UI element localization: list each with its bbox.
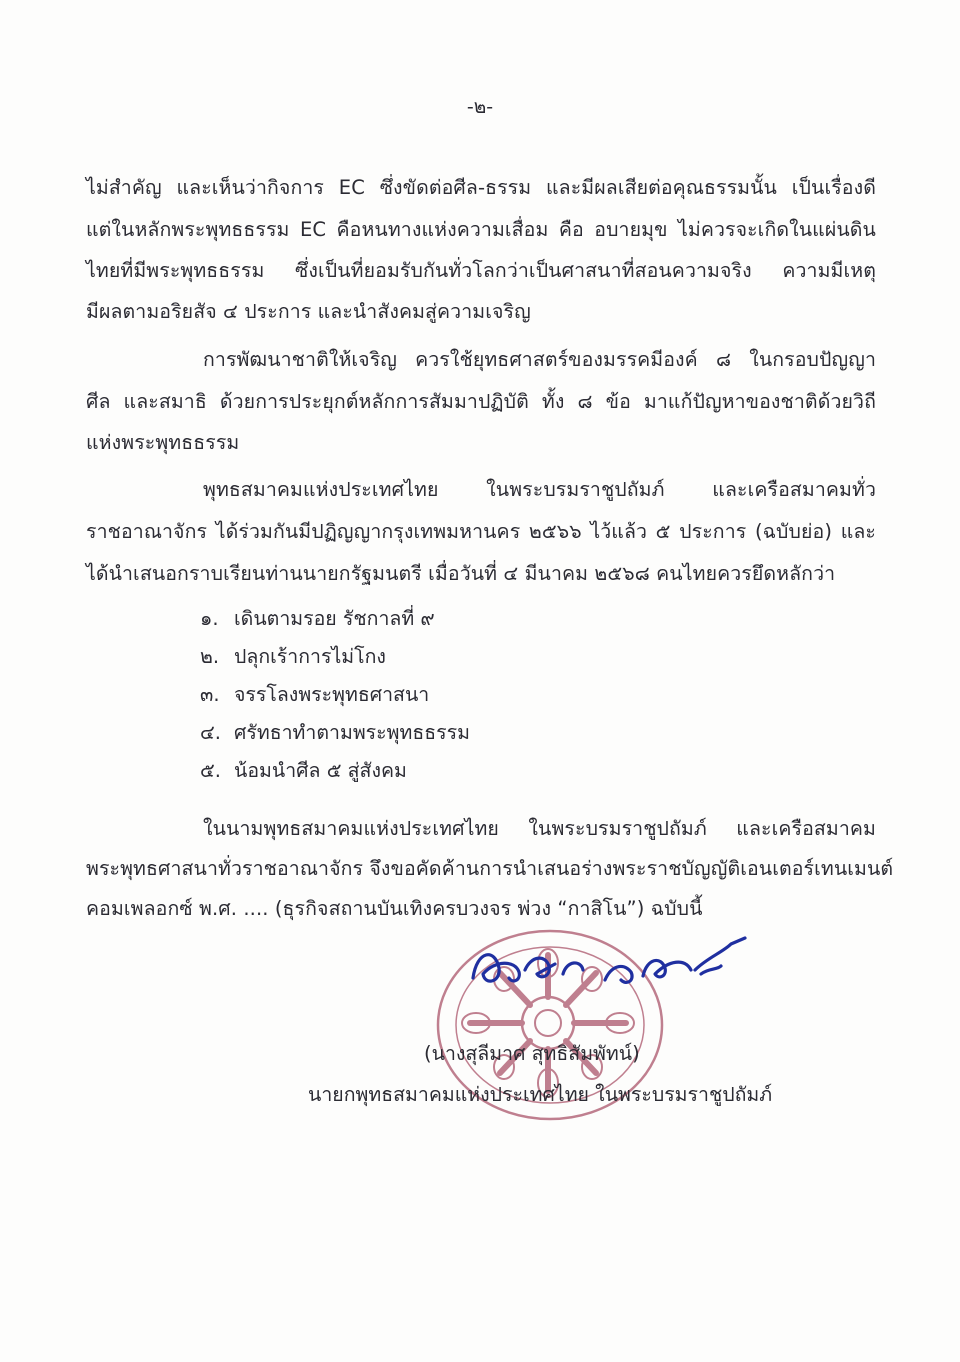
page-number: -๒- — [466, 96, 494, 118]
principle-number: ๒. — [200, 645, 220, 668]
principle-text: น้อมนำศีล ๕ สู่สังคม — [234, 759, 407, 782]
principle-item — [200, 757, 407, 785]
principle-number: ๔. — [200, 721, 221, 744]
principle-item — [200, 643, 386, 671]
principle-item — [200, 681, 429, 709]
paragraph-1-line-3: ไทยที่มีพระพุทธธรรม ซึ่งเป็นที่ยอมรับกันทั่วโลกว่าเป็นศาสนาที่สอนความจริง ความมีเหตุ — [86, 259, 876, 282]
principle-number: ๕. — [200, 759, 221, 782]
principle-text: เดินตามรอย รัชกาลที่ ๙ — [234, 607, 435, 630]
paragraph-3-line-2: ราชอาณาจักร ได้ร่วมกันมีปฏิญญากรุงเทพมหานคร ๒๕๖๖ ไว้แล้ว ๕ ประการ (ฉบับย่อ) และ — [86, 520, 876, 543]
principle-text: ปลุกเร้าการไม่โกง — [234, 645, 386, 668]
principle-item — [200, 605, 435, 633]
paragraph-4-line-1: ในนามพุทธสมาคมแห่งประเทศไทย ในพระบรมราชูปถัมภ์ และเครือสมาคม — [203, 817, 876, 840]
signer-title: นายกพุทธสมาคมแห่งประเทศไทย ในพระบรมราชูปถัมภ์ — [308, 1083, 773, 1106]
paragraph-1-line-4: มีผลตามอริยสัจ ๔ ประการ และนำสังคมสู่ความเจริญ — [86, 300, 531, 323]
paragraph-3-line-1: พุทธสมาคมแห่งประเทศไทย ในพระบรมราชูปถัมภ์ และเครือสมาคมทั่ว — [203, 478, 876, 501]
paragraph-2-line-1: การพัฒนาชาติให้เจริญ ควรใช้ยุทธศาสตร์ของมรรคมีองค์ ๘ ในกรอบปัญญา — [203, 348, 876, 371]
paragraph-4-line-2: พระพุทธศาสนาทั่วราชอาณาจักร จึงขอคัดค้านการนำเสนอร่างพระราชบัญญัติเอนเตอร์เทนเมนต์ — [86, 857, 894, 880]
principle-number: ๓. — [200, 683, 220, 706]
paragraph-2-line-3: แห่งพระพุทธธรรม — [86, 431, 240, 454]
paragraph-2-line-2: ศีล และสมาธิ ด้วยการประยุกต์หลักการสัมมาปฏิบัติ ทั้ง ๘ ข้อ มาแก้ปัญหาของชาติด้วยวิถี — [86, 390, 876, 413]
paragraph-3-line-3: ได้นำเสนอกราบเรียนท่านนายกรัฐมนตรี เมื่อวันที่ ๔ มีนาคม ๒๕๖๘ คนไทยควรยึดหลักว่า — [86, 562, 836, 585]
principle-text: ศรัทธาทำตามพระพุทธธรรม — [234, 721, 470, 744]
signer-name: (นางสุลีมาศ สุทธิสัมพัทน์) — [424, 1042, 640, 1065]
paragraph-1-line-1: ไม่สำคัญ และเห็นว่ากิจการ EC ซึ่งขัดต่อศีล-ธรรม และมีผลเสียต่อคุณธรรมนั้น เป็นเรื่องดี — [86, 176, 876, 199]
paragraph-4-line-3: คอมเพลอกซ์ พ.ศ. .... (ธุรกิจสถานบันเทิงครบวงจร พ่วง “กาสิโน”) ฉบับนี้ — [86, 897, 703, 920]
paragraph-1-line-2: แต่ในหลักพระพุทธธรรม EC คือหนทางแห่งความเสื่อม คือ อบายมุข ไม่ควรจะเกิดในแผ่นดิน — [86, 218, 876, 241]
principle-number: ๑. — [200, 607, 219, 630]
handwritten-signature — [455, 930, 755, 1000]
principle-item — [200, 719, 470, 747]
principle-text: จรรโลงพระพุทธศาสนา — [234, 683, 430, 706]
